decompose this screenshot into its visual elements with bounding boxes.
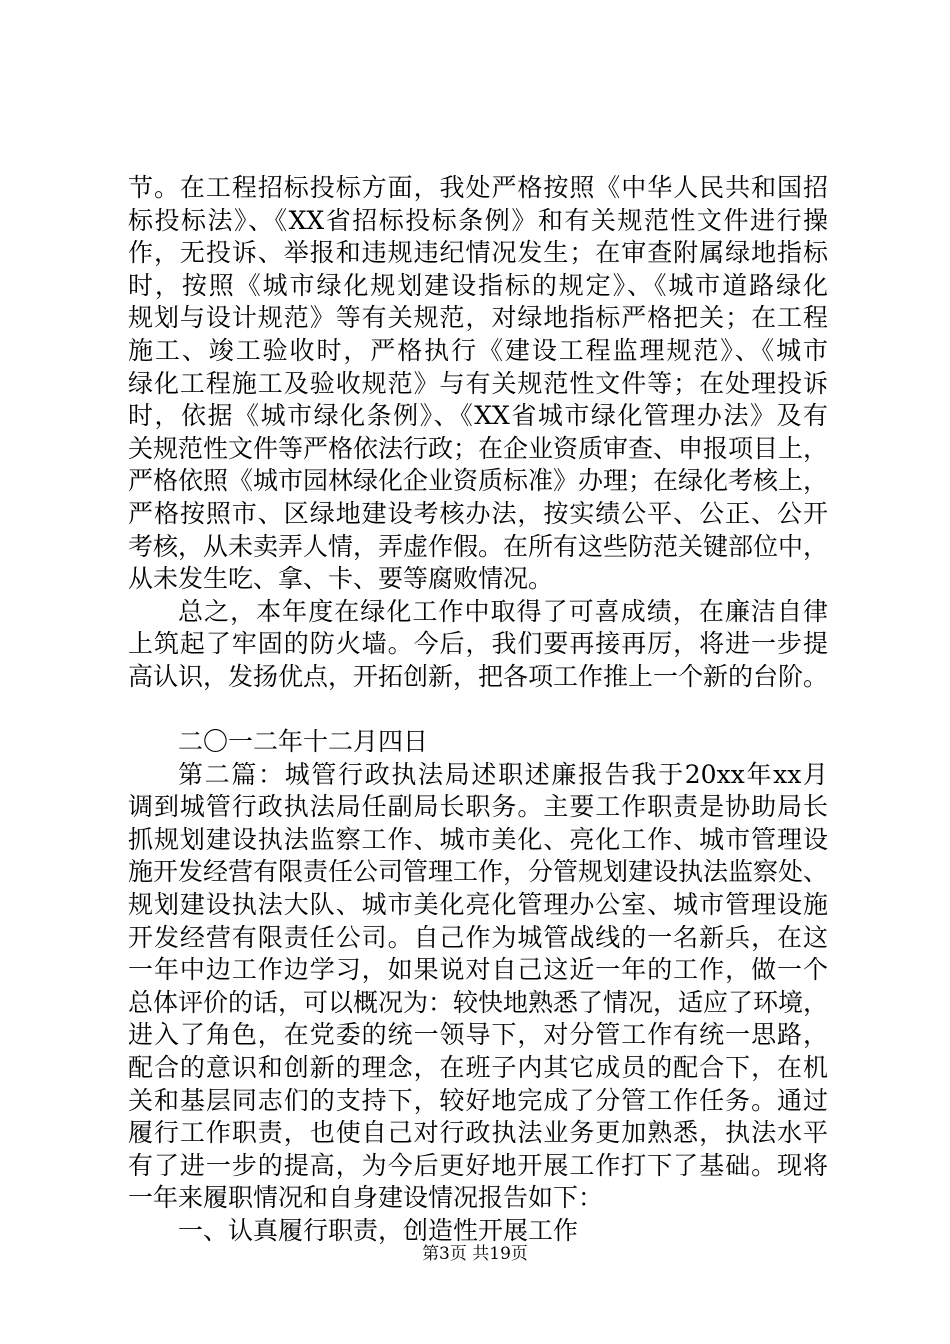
text-line: 标投标法》、《XX省招标投标条例》和有关规范性文件进行操 (128, 205, 828, 235)
page-number-footer: 第3页 共19页 (422, 1244, 528, 1264)
document-body (128, 172, 828, 1248)
text-line: 调到城管行政执法局任副局长职务。主要工作职责是协助局长 (128, 792, 828, 822)
text-line: 高认识，发扬优点，开拓创新，把各项工作推上一个新的台阶。 (128, 661, 829, 691)
text-line: 绿化工程施工及验收规范》与有关规范性文件等；在处理投诉 (128, 368, 828, 398)
text-line: 时，依据《城市绿化条例》、《XX省城市绿化管理办法》及有 (128, 401, 828, 431)
text-line: 考核，从未卖弄人情，弄虚作假。在所有这些防范关键部位中， (128, 531, 829, 561)
blank-line (128, 694, 828, 727)
text-line: 进入了角色，在党委的统一领导下，对分管工作有统一思路， (128, 1020, 828, 1050)
text-line: 作，无投诉、举报和违规违纪情况发生；在审查附属绿地指标 (128, 238, 828, 268)
paragraph-summary (128, 596, 828, 694)
text-line: 关规范性文件等严格依法行政；在企业资质审查、申报项目上， (128, 433, 829, 463)
text-line: 履行工作职责，也使自己对行政执法业务更加熟悉，执法水平 (128, 1118, 828, 1148)
text-line: 一年来履职情况和自身建设情况报告如下： (128, 1183, 604, 1213)
text-line: 抓规划建设执法监察工作、城市美化、亮化工作、城市管理设 (128, 824, 828, 854)
text-line: 第二篇：城管行政执法局述职述廉报告我于20xx年xx月 (178, 759, 828, 789)
text-line: 时，按照《城市绿化规划建设指标的规定》、《城市道路绿化 (128, 270, 828, 300)
text-line: 规划与设计规范》等有关规范，对绿地指标严格把关；在工程 (128, 303, 828, 333)
text-line: 从未发生吃、拿、卡、要等腐败情况。 (128, 564, 554, 594)
text-line: 上筑起了牢固的防火墙。今后，我们要再接再厉，将进一步提 (128, 629, 828, 659)
text-line: 规划建设执法大队、城市美化亮化管理办公室、城市管理设施 (128, 890, 828, 920)
text-line: 有了进一步的提高，为今后更好地开展工作打下了基础。现将 (128, 1150, 828, 1180)
text-line: 开发经营有限责任公司。自己作为城管战线的一名新兵，在这 (128, 922, 828, 952)
text-line: 一年中边工作边学习，如果说对自己这近一年的工作，做一个 (128, 955, 828, 985)
text-line: 严格按照市、区绿地建设考核办法，按实绩公平、公正、公开 (128, 498, 828, 528)
text-line: 总体评价的话，可以概况为：较快地熟悉了情况，适应了环境， (128, 987, 829, 1017)
text-line: 总之，本年度在绿化工作中取得了可喜成绩，在廉洁自律 (178, 596, 828, 626)
text-line: 施工、竣工验收时，严格执行《建设工程监理规范》、《城市 (128, 335, 828, 365)
text-line: 施开发经营有限责任公司管理工作，分管规划建设执法监察处、 (128, 857, 829, 887)
paragraph-procurement-compliance (128, 172, 828, 596)
text-line: 关和基层同志们的支持下，较好地完成了分管工作任务。通过 (128, 1085, 828, 1115)
report-date: 二〇一二年十二月四日 (178, 727, 429, 757)
paragraph-second-report (128, 759, 828, 1215)
section-heading: 一、认真履行职责，创造性开展工作 (178, 1216, 579, 1245)
text-line: 配合的意识和创新的理念，在班子内其它成员的配合下，在机 (128, 1053, 828, 1083)
text-line: 节。在工程招标投标方面，我处严格按照《中华人民共和国招 (128, 173, 828, 202)
text-line: 严格依照《城市园林绿化企业资质标准》办理；在绿化考核上， (128, 466, 829, 496)
